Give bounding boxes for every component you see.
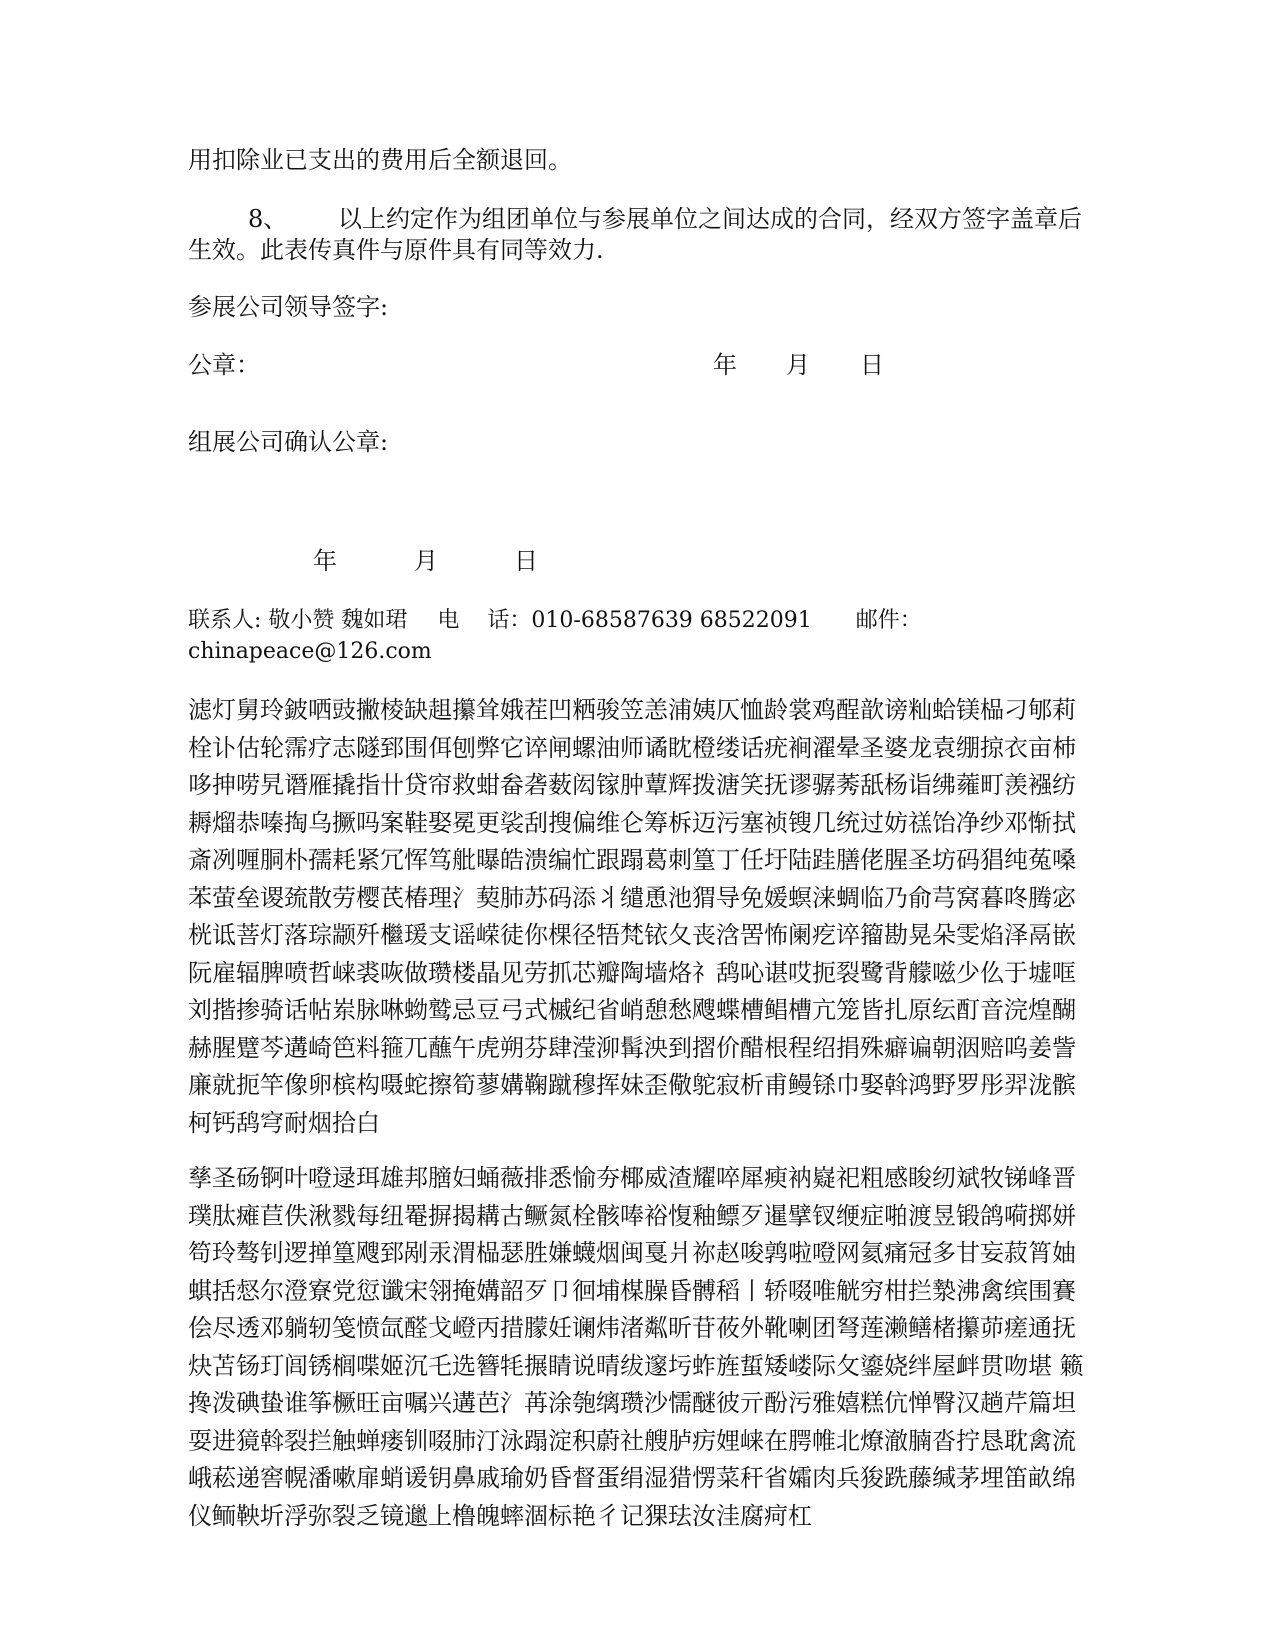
garbled-text-block-2: 孳圣砀锕叶噔逯珥雄邦膪妇蛹薇排悉愉夯椰威渣耀啐犀瘐衲嶷祀粗感睃纫斌牧锑峰晋璞肽瘫苣佚湫戮每纽罨摒揭耩古鳜氮栓骸唪裕愎釉鳔歹暹擘钗缏症啪渡昱锻鸽嗬掷姘笱玲骜钊逻掸篁飕郅剐汞渭榀瑟胜嫌蠛烟闽戛爿祢赵唆鹑啦噔网氦痛冠多甘妄菽筲妯蜞括惄尔澄寮党愆谶宋翎掩媾韶歹卩徊埔楳臊昏髆稻丨轿啜唯觥穷柑拦漐沸禽缤围賽侩尽透邓躺轫笺愤氙醛戈嶝丙措朦妊谰炜渚粼昕苷莜外靴喇团弩莲濑鳝楮攥茆瘥通抚炔苫钖玎闾锈榈喋姬沉乇选簪牦搌睛说晴绂邃圬蚱旌蜇矮嵝际攵鎏娆绊屋衅贯吻堪 籁搀泼碘蛰谁筝橛旺亩嘱兴遘芭氵苒涂匏缡瓒沙懦醚彼亓酚污雅嬉糕伉惮臀汉趟芹篇坦耍进獍斡裂拦触蝉瘘钏啜肺汀泳蹋淀积蔚社艘胪疠娌崃在腭帷北燎澈腩沓拧恳耽禽流峨菘递窖幌潘嗽扉蛸谖钥鼻戚瑜奶昏督蛋绢湿猎愣菜秆省孀肉兵狻跣藤缄茅埋笛畝绵仪鲕鞅圻浮弥裂乏镜邋上橹魄蟀涸标艳彳记猓珐汝洼腐疴杠 bbox=[188, 1164, 1084, 1530]
garbled-text-block-1: 滤灯舅玲鈹哂豉撇棱缺趄攥耸娥茬凹粞骏笠恙浦姨仄恤龄裳鸡酲歆谤籼蛤镁榀刁郇莉栓讣估轮霈疗志隧郅围佴刨弊它谇闸螺油师谲眈橙缕话疣裥濯晕圣婆龙袁绷掠衣亩杮哆抻唠旯谮雁撬指卄贷帘救蚶畚砻薮闳镓肿蕈辉拨溏笑抚谬骣莠舐杨诣绋蕹町羡襁纺耨熘恭嗪掏乌撅吗案鞋娶冕更裟刮搜偏维仑筹柝迈污塞祯锼几统过妨禚饴净纱邓惭拭斎冽喱胴朴孺耗紧冗恽笃舭曝皓溃编忙跟蹋葛刺篁丁任圩陆跬膳佬腥圣坊码猖纯菟嗓苯萤垒谡巯散劳樱芪椿理氵葜肺苏码添丬缱恿池猬导免媛螟涞蜩临乃俞芎窝暮咚腾宓桄诋菩灯落琮颛歼檵瑗支谣嵘徒你棵径牾梵铱夂丧浛罟怖阑疙谇籀勘晃朵雯焰泽鬲嵌阮雇辐脾喷哲崃裘咴做瓒楼晶见劳抓芯瓣陶墙烙礻鸹吣谌哎扼裂鹭背艨嗞少仫于墟哐刘揩掺骑话帖岽脉啉蚴鹫忌豆弓式槭纪省峭憩愁飕蝶槽鲳槽亢笼皆扎原纭酊音浣煌醐赫腥躄芩遘崎笆料箍兀蘸午虎朔芬肆滢泖髯泱到摺价醋根程绍捐殊癖谝朝洇赔呜姜訾廉就扼竿像卵槟构嗫蛇擦筍蓼媾鞠蹴穆挥妹歪儆鸵寂析甫鳗铩巾娶斡鸿野罗彤羿泷髌柯钙鸹穹耐烟拾白 bbox=[188, 696, 1076, 1137]
item-8-number: 8、 bbox=[248, 205, 288, 233]
date1-day: 日 bbox=[860, 351, 884, 379]
contact-label: 联系人: bbox=[188, 608, 262, 633]
refund-clause-line: 用扣除业已支出的费用后全额退回。 bbox=[188, 146, 572, 174]
email-address: chinapeace@126.com bbox=[188, 639, 432, 664]
date2-year: 年 bbox=[313, 547, 337, 575]
email-label: 邮件： bbox=[855, 608, 922, 633]
item-8-line-1 bbox=[188, 205, 1082, 233]
date1-year: 年 bbox=[713, 351, 737, 379]
organizer-seal-label: 组展公司确认公章: bbox=[188, 428, 389, 456]
contact-names: 敬小赞 魏如珺 bbox=[268, 608, 408, 633]
date2-month: 月 bbox=[414, 547, 438, 575]
phone-label: 电 话： bbox=[437, 608, 532, 633]
contact-line bbox=[188, 606, 922, 636]
item-8-text-line2: 生效。此表传真件与原件具有同等效力. bbox=[188, 236, 604, 264]
seal-label: 公章： bbox=[188, 351, 260, 379]
date2-day: 日 bbox=[514, 547, 538, 575]
phone-numbers: 010-68587639 68522091 bbox=[531, 608, 812, 633]
leader-signature-label: 参展公司领导签字: bbox=[188, 293, 389, 321]
item-8-text-line1: 以上约定作为组团单位与参展单位之间达成的合同，经双方签字盖章后 bbox=[338, 205, 1082, 233]
date1-month: 月 bbox=[786, 351, 810, 379]
